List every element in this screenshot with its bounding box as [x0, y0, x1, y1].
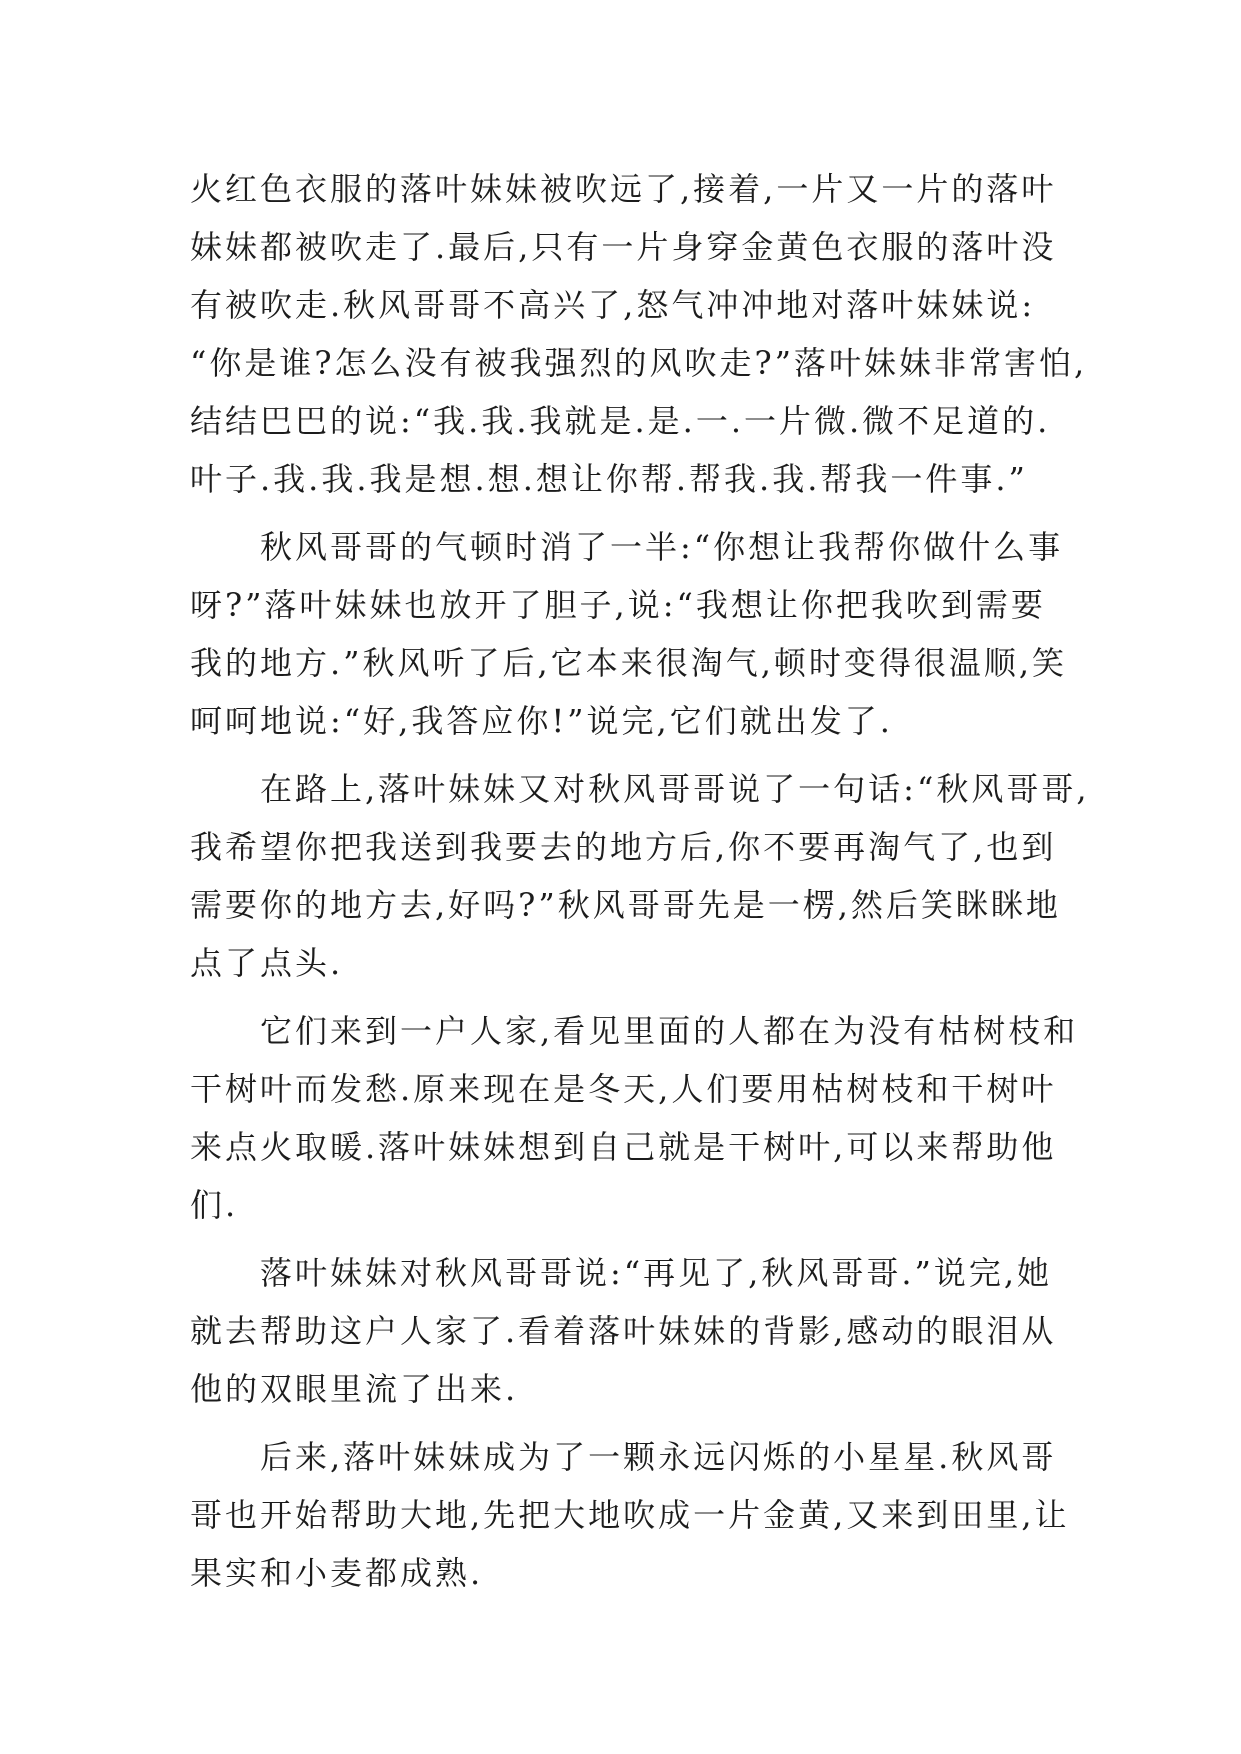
text-line: 需要你的地方去,好吗?”秋风哥哥先是一楞,然后笑眯眯地 — [190, 886, 1061, 924]
paragraph-2 — [190, 518, 1068, 750]
text-line: 有被吹走.秋风哥哥不高兴了,怒气冲冲地对落叶妹妹说: — [190, 286, 1036, 324]
paragraph-3 — [190, 760, 1090, 992]
text-line: 结结巴巴的说:“我.我.我就是.是.一.一片微.微不足道的. — [190, 402, 1051, 440]
text-line: 秋风哥哥的气顿时消了一半:“你想让我帮你做什么事 — [190, 528, 1064, 566]
text-line: 们. — [190, 1186, 239, 1224]
text-line: “你是谁?怎么没有被我强烈的风吹走?”落叶妹妹非常害怕, — [190, 344, 1088, 382]
text-line: 叶子.我.我.我是想.想.想让你帮.帮我.我.帮我一件事.” — [190, 460, 1028, 498]
text-line: 他的双眼里流了出来. — [190, 1370, 519, 1408]
text-line: 我希望你把我送到我要去的地方后,你不要再淘气了,也到 — [190, 828, 1057, 866]
text-line: 呀?”落叶妹妹也放开了胆子,说:“我想让你把我吹到需要 — [190, 586, 1046, 624]
text-line: 妹妹都被吹走了.最后,只有一片身穿金黄色衣服的落叶没 — [190, 228, 1057, 266]
text-line: 它们来到一户人家,看见里面的人都在为没有枯树枝和 — [190, 1012, 1079, 1050]
paragraph-5 — [190, 1244, 1060, 1418]
text-line: 在路上,落叶妹妹又对秋风哥哥说了一句话:“秋风哥哥, — [190, 770, 1090, 808]
paragraph-4 — [190, 1002, 1079, 1234]
text-line: 干树叶而发愁.原来现在是冬天,人们要用枯树枝和干树叶 — [190, 1070, 1057, 1108]
text-line: 后来,落叶妹妹成为了一颗永远闪烁的小星星.秋风哥 — [190, 1438, 1057, 1476]
text-line: 呵呵地说:“好,我答应你!”说完,它们就出发了. — [190, 702, 893, 740]
paragraph-6 — [190, 1428, 1070, 1602]
text-line: 来点火取暖.落叶妹妹想到自己就是干树叶,可以来帮助他 — [190, 1128, 1057, 1166]
text-line: 点了点头. — [190, 944, 344, 982]
text-line: 哥也开始帮助大地,先把大地吹成一片金黄,又来到田里,让 — [190, 1496, 1070, 1534]
paragraph-1 — [190, 160, 1088, 508]
text-line: 就去帮助这户人家了.看着落叶妹妹的背影,感动的眼泪从 — [190, 1312, 1057, 1350]
text-line: 我的地方.”秋风听了后,它本来很淘气,顿时变得很温顺,笑 — [190, 644, 1068, 682]
text-line: 火红色衣服的落叶妹妹被吹远了,接着,一片又一片的落叶 — [190, 170, 1057, 208]
text-line: 果实和小麦都成熟. — [190, 1554, 484, 1592]
document-body — [190, 160, 1090, 1602]
text-line: 落叶妹妹对秋风哥哥说:“再见了,秋风哥哥.”说完,她 — [190, 1254, 1053, 1292]
